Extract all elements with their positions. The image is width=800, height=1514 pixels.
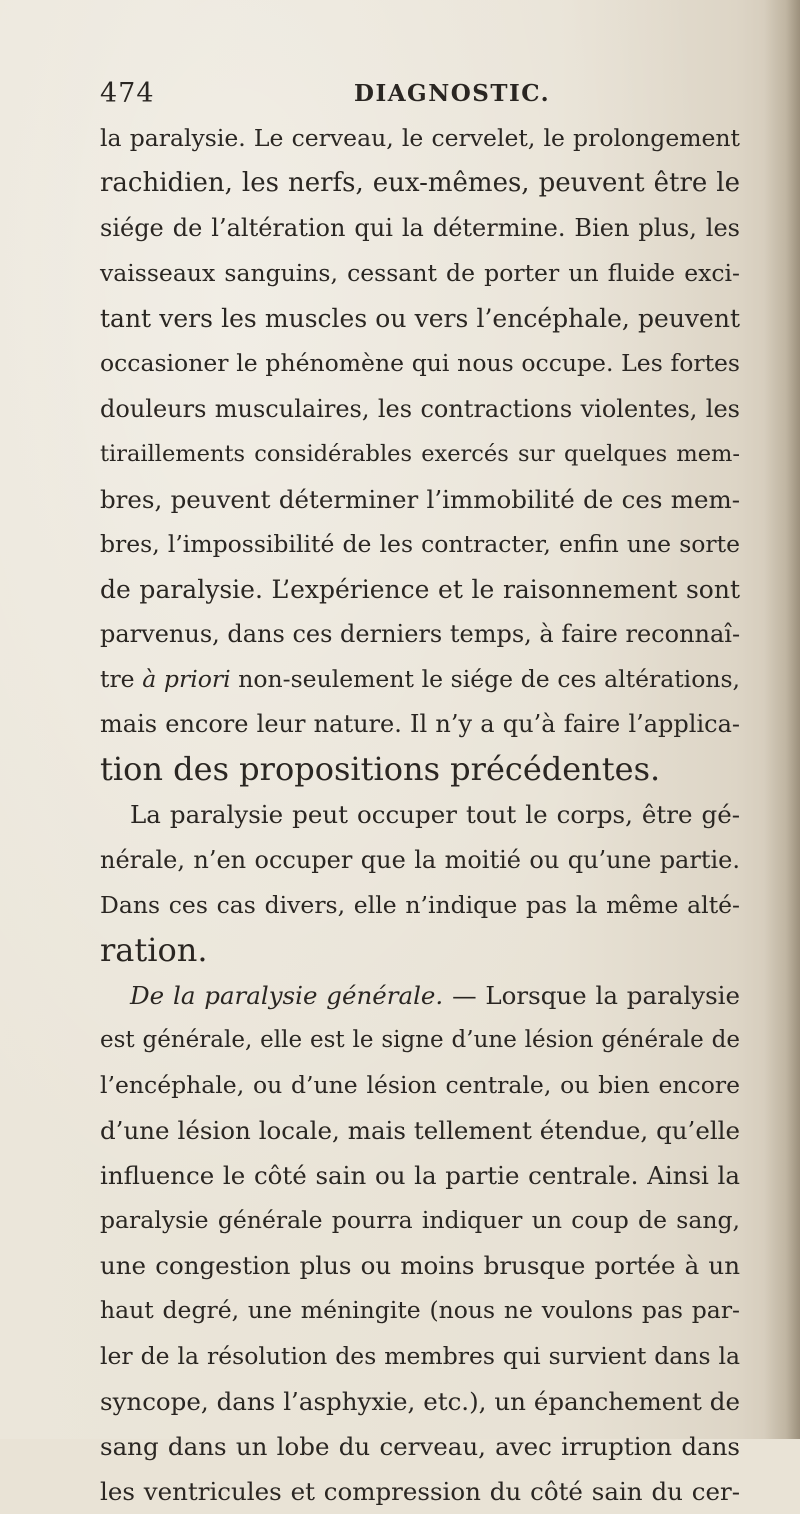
- text-line: bres, l’impossibilité de les contracter, enfin une sorte: [100, 529, 740, 558]
- text-line: tion des propositions précédentes.: [100, 750, 661, 789]
- text-line: est générale, elle est le signe d’une lésion générale de: [100, 1026, 740, 1053]
- text-line: les ventricules et compression du côté sain du cer-: [100, 1476, 740, 1506]
- text-line: tant vers les muscles ou vers l’encéphale, peuvent: [100, 304, 740, 334]
- text-line: sang dans un lobe du cerveau, avec irruption dans: [100, 1431, 740, 1461]
- section-line: [100, 973, 740, 1018]
- paragraph-start: La paralysie peut occuper tout le corps, être gé-: [130, 800, 740, 830]
- italic-phrase: à priori: [142, 665, 231, 694]
- text-line: bres, peuvent déterminer l’immobilité de ces mem-: [100, 484, 740, 514]
- text-line: d’une lésion locale, mais tellement étendue, qu’elle: [100, 1116, 740, 1146]
- page-edge-shadow: [764, 0, 800, 1439]
- text-line: syncope, dans l’asphyxie, etc.), un épanchement de: [100, 1386, 740, 1416]
- text-line: l’encéphale, ou d’une lésion centrale, ou bien encore: [100, 1070, 740, 1099]
- text-line: mais encore leur nature. Il n’y a qu’à faire l’applica-: [100, 710, 740, 739]
- text-line: une congestion plus ou moins brusque portée à un: [100, 1251, 740, 1281]
- text-line: tiraillements considérables exercés sur quelques mem-: [100, 440, 740, 467]
- text-line: siége de l’altération qui la détermine. Bien plus, les: [100, 214, 740, 243]
- text-line: vaisseaux sanguins, cessant de porter un fluide exci-: [100, 259, 740, 288]
- text-line: nérale, n’en occuper que la moitié ou qu’une partie.: [100, 845, 740, 874]
- text-line: haut degré, une méningite (nous ne voulons pas par-: [100, 1296, 740, 1325]
- text-line: occasioner le phénomène qui nous occupe. Les fortes: [100, 349, 740, 378]
- section-heading: De la paralysie générale.: [130, 980, 444, 1010]
- text-fragment: tre: [100, 665, 143, 694]
- text-line: ration.: [100, 930, 208, 969]
- body-text: [100, 116, 740, 1514]
- page-header: [100, 78, 740, 114]
- text-line: la paralysie. Le cerveau, le cervelet, le prolongement: [100, 124, 740, 152]
- text-line: paralysie générale pourra indiquer un coup de sang,: [100, 1206, 740, 1235]
- text-line: parvenus, dans ces derniers temps, à faire reconnaî-: [100, 620, 741, 649]
- running-head: DIAGNOSTIC.: [354, 80, 551, 107]
- text-fragment: — Lorsque la paralysie: [452, 980, 740, 1010]
- text-line: de paralysie. L’expérience et le raisonnement sont: [100, 574, 740, 604]
- text-line: ler de la résolution des membres qui survient dans la: [100, 1341, 740, 1370]
- text-line: influence le côté sain ou la partie centrale. Ainsi la: [100, 1161, 740, 1191]
- text-line-with-italic: [100, 657, 740, 702]
- text-fragment: non-seulement le siége de ces altérations,: [230, 665, 741, 694]
- text-line: Dans ces cas divers, elle n’indique pas la même alté-: [100, 890, 740, 919]
- text-line: douleurs musculaires, les contractions violentes, les: [100, 394, 740, 423]
- page-number: 474: [100, 78, 155, 109]
- text-line: rachidien, les nerfs, eux-mêmes, peuvent être le: [100, 168, 740, 199]
